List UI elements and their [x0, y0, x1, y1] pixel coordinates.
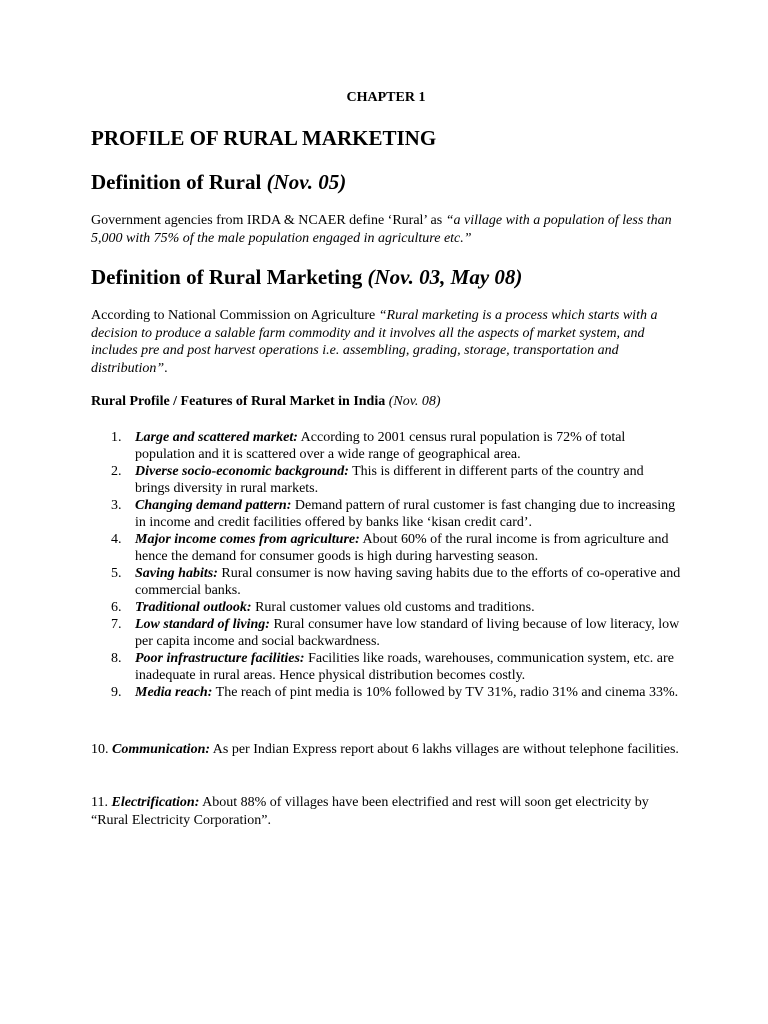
- list-item: [91, 599, 681, 616]
- extra-item-number: 11.: [91, 795, 108, 810]
- list-item-number: 2.: [111, 464, 122, 479]
- page-title: PROFILE OF RURAL MARKETING: [91, 126, 437, 150]
- list-item-term: Saving habits:: [135, 566, 218, 581]
- definition-rural-quote: “a village with a population of less than 5,000 with 75% of the male population engaged in agriculture etc.”: [91, 213, 672, 246]
- list-item-number: 6.: [111, 600, 122, 615]
- definition-marketing-paragraph: [91, 307, 681, 377]
- list-item-number: 3.: [111, 498, 122, 513]
- list-item-term: Major income comes from agriculture:: [135, 532, 360, 547]
- features-heading: [91, 394, 441, 410]
- list-item-term: Diverse socio-economic background:: [135, 464, 349, 479]
- list-item-term: Large and scattered market:: [135, 430, 298, 445]
- list-item-number: 1.: [111, 430, 122, 445]
- list-item-text: This is different in different parts of the country and brings diversity in rural markets.: [135, 464, 644, 496]
- list-item: [91, 463, 681, 497]
- list-item-text: According to 2001 census rural population is 72% of total population and it is scattered over a wide range of geographical area.: [135, 430, 626, 462]
- list-item: [91, 565, 681, 599]
- list-item-text: Rural customer values old customs and traditions.: [255, 600, 535, 615]
- definition-marketing-end: .: [164, 360, 168, 376]
- list-item-number: 9.: [111, 685, 122, 700]
- chapter-label: CHAPTER 1: [346, 90, 426, 105]
- definition-marketing-heading-text: Definition of Rural Marketing: [91, 265, 363, 289]
- list-item-number: 4.: [111, 532, 122, 547]
- definition-marketing-date: (Nov. 03, May 08): [367, 265, 523, 289]
- list-item: [91, 497, 681, 531]
- list-item: [91, 650, 681, 684]
- list-item-text: Rural consumer have low standard of living because of low literacy, low per capita income and social backwardness.: [135, 617, 680, 649]
- definition-marketing-heading: [91, 265, 522, 290]
- definition-rural-heading: [91, 170, 346, 195]
- list-item-term: Poor infrastructure facilities:: [135, 651, 305, 666]
- list-item: [91, 531, 681, 565]
- definition-marketing-intro: According to National Commission on Agriculture: [91, 308, 376, 323]
- list-item-text: Demand pattern of rural customer is fast changing due to increasing in income and credit facilities offered by banks like ‘kisan credit card’.: [135, 498, 676, 530]
- list-item-number: 8.: [111, 651, 122, 666]
- extra-item-communication: [91, 741, 681, 759]
- list-item: [91, 429, 681, 463]
- extra-item-text: As per Indian Express report about 6 lakhs villages are without telephone facilities.: [212, 742, 679, 757]
- features-list: [91, 429, 681, 701]
- list-item-number: 5.: [111, 566, 122, 581]
- list-item: [91, 684, 681, 701]
- list-item-text: The reach of pint media is 10% followed by TV 31%, radio 31% and cinema 33%.: [215, 685, 679, 700]
- features-heading-date: (Nov. 08): [388, 394, 441, 409]
- list-item-text: Rural consumer is now having saving habits due to the efforts of co-operative and commercial banks.: [135, 566, 681, 598]
- extra-item-text: About 88% of villages have been electrified and rest will soon get electricity by “Rural Electricity Corporation”.: [91, 795, 649, 828]
- features-heading-label: Rural Profile / Features of Rural Market in India: [91, 394, 386, 409]
- extra-item-number: 10.: [91, 742, 109, 757]
- extra-item-electrification: [91, 794, 681, 830]
- list-item: [91, 616, 681, 650]
- list-item-term: Low standard of living:: [135, 617, 270, 632]
- list-item-text: About 60% of the rural income is from agriculture and hence the demand for consumer goods is high during harvesting season.: [135, 532, 669, 564]
- list-item-term: Changing demand pattern:: [135, 498, 292, 513]
- list-item-number: 7.: [111, 617, 122, 632]
- extra-item-term: Electrification:: [111, 795, 200, 810]
- list-item-term: Media reach:: [135, 685, 213, 700]
- definition-rural-date: (Nov. 05): [266, 170, 347, 194]
- definition-rural-intro: Government agencies from IRDA & NCAER define ‘Rural’ as: [91, 213, 443, 228]
- definition-rural-heading-text: Definition of Rural: [91, 170, 262, 194]
- list-item-term: Traditional outlook:: [135, 600, 252, 615]
- list-item-text: Facilities like roads, warehouses, communication system, etc. are inadequate in rural areas. Hence physical distribution becomes costly.: [135, 651, 674, 683]
- extra-item-term: Communication:: [112, 742, 211, 757]
- definition-rural-paragraph: [91, 212, 681, 247]
- definition-marketing-quote: “Rural marketing is a process which starts with a decision to produce a salable farm commodity and it involves all the aspects of market system, and includes pre and post harvest operations i.e. assembling, grading, storage, transportation and distribution”: [91, 308, 658, 376]
